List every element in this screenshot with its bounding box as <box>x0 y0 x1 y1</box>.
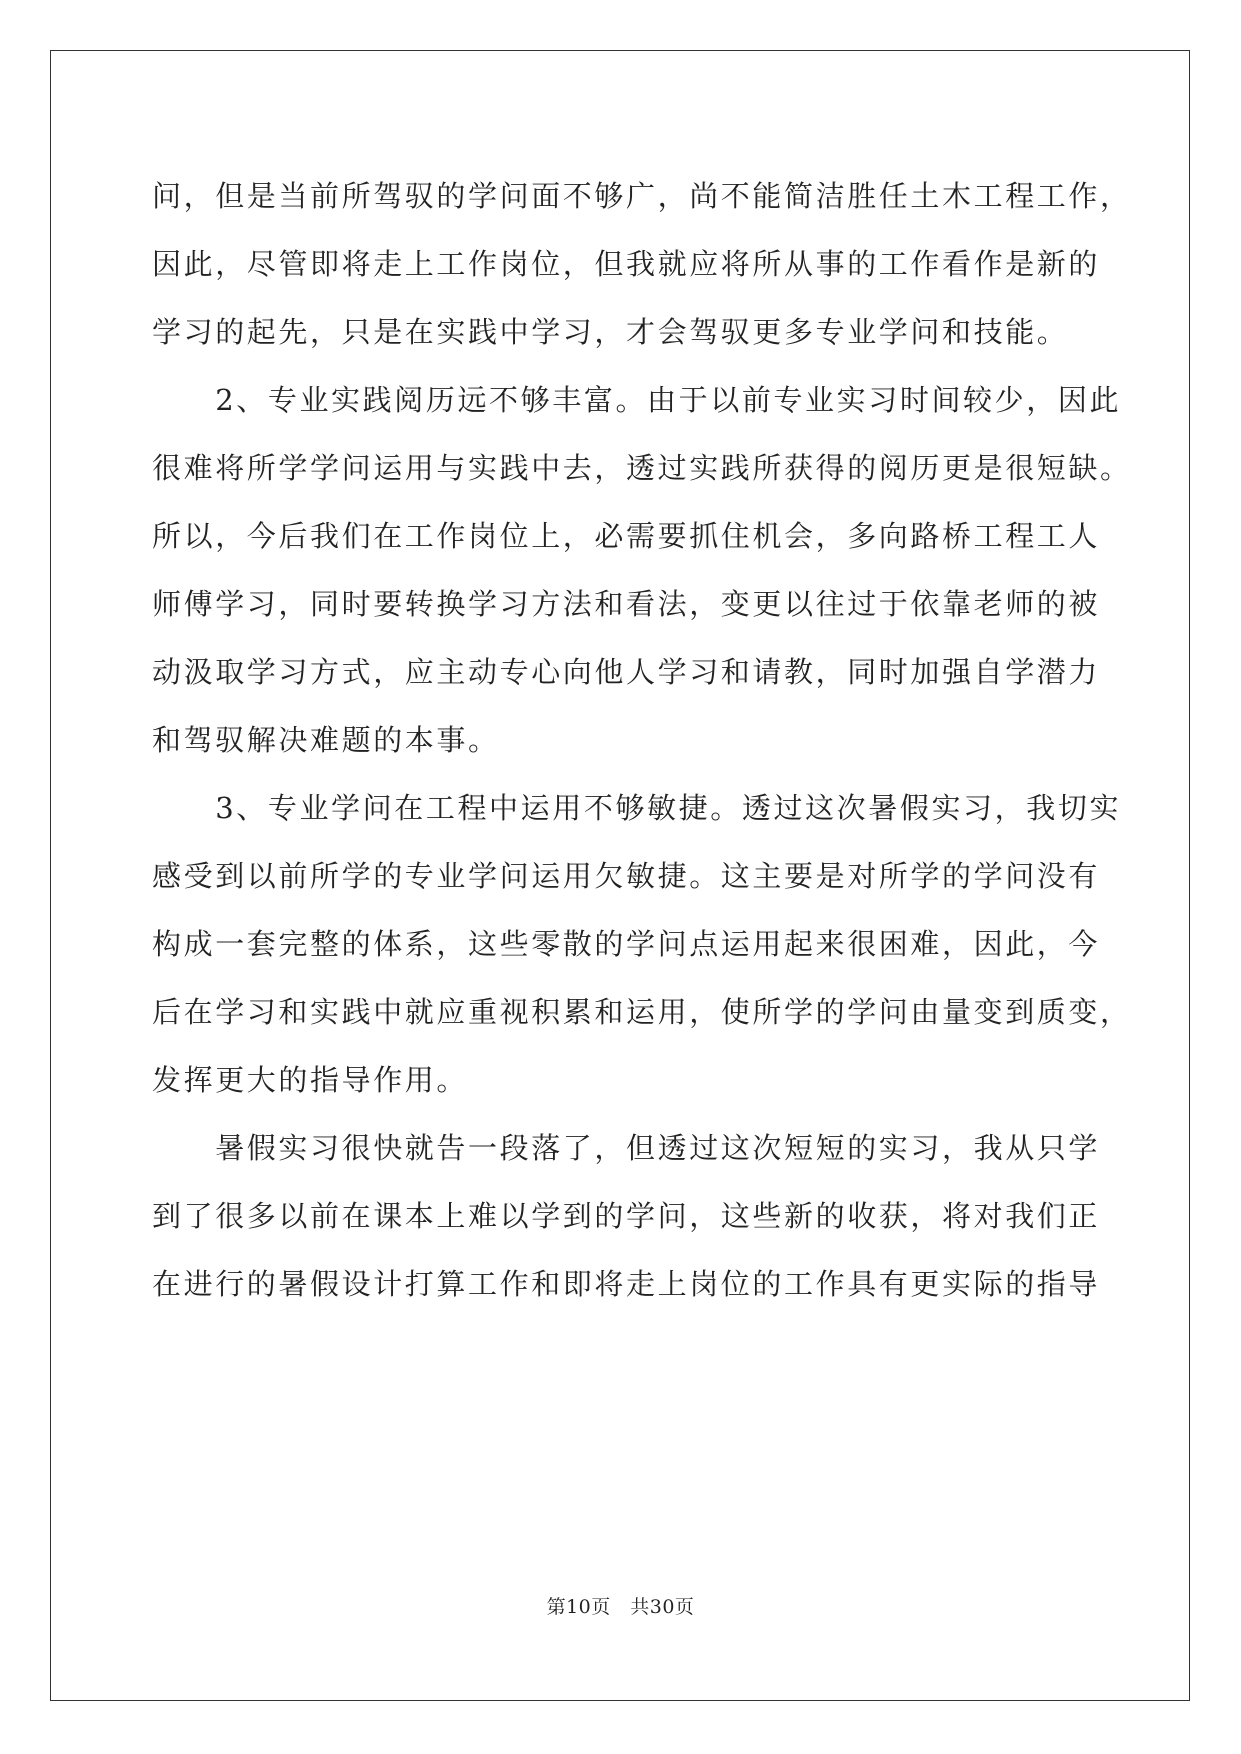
text-line: 很难将所学学问运用与实践中去，透过实践所获得的阅历更是很短缺。 <box>152 451 1132 485</box>
text-line: 到了很多以前在课本上难以学到的学问，这些新的收获，将对我们正 <box>152 1199 1101 1233</box>
text-line: 和驾驭解决难题的本事。 <box>152 723 500 757</box>
text-line: 后在学习和实践中就应重视积累和运用，使所学的学问由量变到质变， <box>152 995 1132 1029</box>
text-line: 暑假实习很快就告一段落了，但透过这次短短的实习，我从只学 <box>152 1131 1101 1165</box>
text-line: 学习的起先，只是在实践中学习，才会驾驭更多专业学问和技能。 <box>152 315 1069 349</box>
text-line: 问，但是当前所驾驭的学问面不够广，尚不能简洁胜任土木工程工作， <box>152 179 1132 213</box>
text-line: 2、专业实践阅历远不够丰富。由于以前专业实习时间较少，因此 <box>152 383 1122 417</box>
page-number-footer: 第10页 共30页 <box>546 1596 695 1618</box>
text-line: 发挥更大的指导作用。 <box>152 1063 469 1097</box>
text-line: 动汲取学习方式，应主动专心向他人学习和请教，同时加强自学潜力 <box>152 655 1101 689</box>
text-line: 3、专业学问在工程中运用不够敏捷。透过这次暑假实习，我切实 <box>152 791 1122 825</box>
text-line: 感受到以前所学的专业学问运用欠敏捷。这主要是对所学的学问没有 <box>152 859 1101 893</box>
text-line: 构成一套完整的体系，这些零散的学问点运用起来很困难，因此，今 <box>152 927 1101 961</box>
text-line: 在进行的暑假设计打算工作和即将走上岗位的工作具有更实际的指导 <box>152 1267 1101 1301</box>
text-line: 因此，尽管即将走上工作岗位，但我就应将所从事的工作看作是新的 <box>152 247 1101 281</box>
text-line: 师傅学习，同时要转换学习方法和看法，变更以往过于依靠老师的被 <box>152 587 1101 621</box>
text-line: 所以，今后我们在工作岗位上，必需要抓住机会，多向路桥工程工人 <box>152 519 1101 553</box>
